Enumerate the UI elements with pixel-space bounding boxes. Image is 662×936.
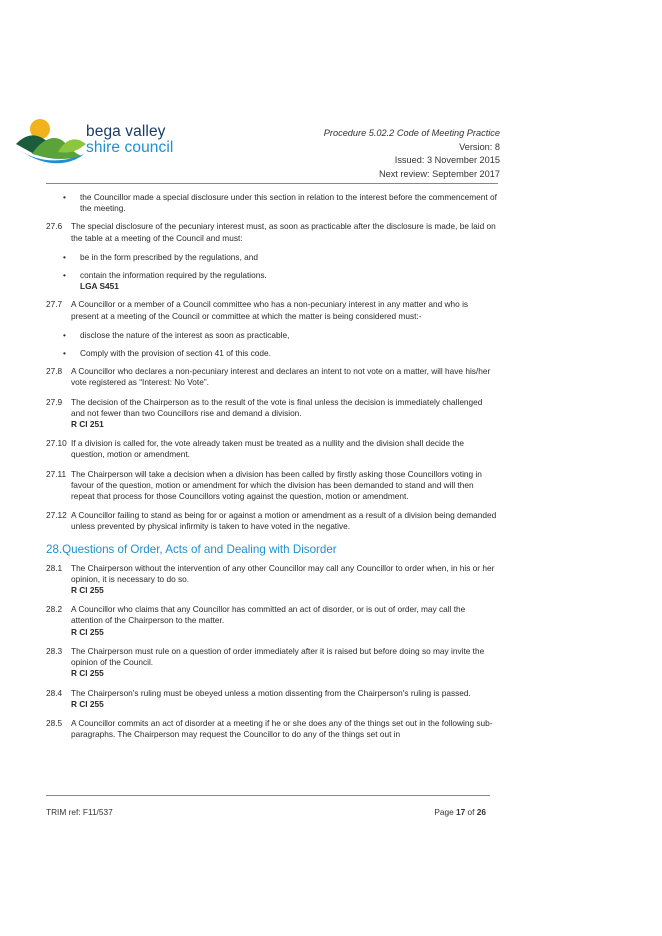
clause-number: 27.9 [46, 396, 63, 407]
clause-28-5 [46, 718, 498, 740]
trim-reference: TRIM ref: F11/537 [46, 807, 113, 817]
clause-text: A Councillor who declares a non-pecuniary interest and declares an intent to not vote on a matter, will have his/her vote registered as “Interest: No Vote”. [71, 366, 491, 388]
list-item [46, 330, 498, 341]
clause-27-6 [46, 221, 498, 243]
clause-reference: R Cl 255 [71, 585, 104, 596]
clause-text: A Councillor failing to stand as being for or against a motion or amendment as a result of a division being demanded unless prevented by physical infirmity is taken to have voted in the negative. [71, 510, 497, 532]
clause-reference: R Cl 255 [71, 698, 104, 709]
clause-27-10 [46, 438, 498, 460]
procedure-info [324, 127, 500, 181]
clause-number: 28.1 [46, 562, 63, 573]
clause-text: The special disclosure of the pecuniary interest must, as soon as practicable after the disclosure is made, be laid on the table at a meeting of the Council and must: [71, 221, 496, 243]
page-prefix: Page [434, 807, 456, 817]
header-divider [46, 183, 498, 184]
clause-27-7 [46, 299, 498, 321]
list-item [46, 252, 498, 263]
list-item [46, 270, 498, 292]
bullet-icon: • [63, 251, 66, 262]
clause-28-3 [46, 646, 498, 680]
page-of: of [465, 807, 477, 817]
page-total: 26 [476, 807, 486, 817]
procedure-issued: Issued: 3 November 2015 [394, 155, 500, 165]
clause-number: 27.7 [46, 299, 63, 310]
clause-27-8 [46, 366, 498, 388]
clause-text: A Councillor commits an act of disorder at a meeting if he or she does any of the things set out in the following sub-paragraphs. The Chairperson may request the Councillor to do any of the things set out in [71, 717, 493, 740]
bullet-icon: • [63, 192, 66, 202]
clause-27-12 [46, 510, 498, 532]
bullet-icon: • [63, 270, 66, 281]
document-body [46, 192, 498, 748]
logo-line2: shire council [86, 139, 174, 156]
clause-text: The Chairperson must rule on a question of order immediately after it is raised but before doing so may invite the opinion of the Council. [71, 645, 485, 668]
clause-text: A Councillor who claims that any Councillor has committed an act of disorder, or is out of order, may call the attention of the Chairperson to the matter. [71, 604, 466, 626]
procedure-version: Version: 8 [459, 141, 500, 152]
section-heading-28: 28.Questions of Order, Acts of and Dealing with Disorder [46, 542, 337, 556]
clause-28-2 [46, 604, 498, 638]
list-item-text: the Councillor made a special disclosure under this section in relation to the interest before the commencement of the meeting. [80, 192, 497, 214]
clause-text: If a division is called for, the vote already taken must be treated as a nullity and the division shall decide the question, motion or amendment. [71, 438, 464, 460]
clause-27-11 [46, 469, 498, 503]
clause-number: 27.10 [46, 438, 67, 449]
list-item-text: Comply with the provision of section 41 of this code. [80, 348, 271, 359]
clause-text: The Chairperson will take a decision when a division has been called by firstly asking those Councillors voting in favour of the question, motion or amendment for which the division has been demanded to stand and will then repeat that process for those Councillors voting against the question, motion or amendment. [71, 468, 482, 502]
clause-number: 27.11 [46, 468, 67, 479]
clause-text: A Councillor or a member of a Council committee who has a non-pecuniary interest in any matter and who is present at a meeting of the Council or committee at which the matter is being considered must:- [71, 299, 469, 321]
bullet-icon: • [63, 329, 66, 340]
procedure-next-review: Next review: September 2017 [378, 168, 500, 179]
clause-28-4 [46, 688, 498, 710]
clause-number: 27.12 [46, 510, 67, 521]
clause-28-1 [46, 563, 498, 597]
bullet-icon: • [63, 348, 66, 359]
page-number [434, 807, 486, 817]
list-item-text: disclose the nature of the interest as soon as practicable, [80, 329, 290, 340]
clause-reference: LGA S451 [80, 281, 119, 292]
clause-number: 28.3 [46, 645, 63, 656]
clause-text: The Chairperson's ruling must be obeyed unless a motion dissenting from the Chairperson's ruling is passed. [71, 687, 471, 698]
clause-reference: R Cl 251 [71, 419, 104, 430]
list-item-text: contain the information required by the regulations. [80, 270, 267, 281]
clause-reference: R Cl 255 [71, 668, 104, 679]
list-item [46, 348, 498, 359]
clause-reference: R Cl 255 [71, 626, 104, 637]
clause-number: 27.6 [46, 221, 63, 232]
clause-number: 28.4 [46, 687, 63, 698]
clause-number: 27.8 [46, 366, 63, 377]
list-item [46, 192, 498, 214]
procedure-title: Procedure 5.02.2 Code of Meeting Practice [323, 128, 500, 138]
clause-number: 28.5 [46, 717, 63, 728]
council-logo [14, 114, 214, 190]
footer-divider [46, 795, 490, 796]
page-current: 17 [456, 807, 466, 817]
clause-text: The Chairperson without the intervention of any other Councillor may call any Councillor to order when, in his or her opinion, it is necessary to do so. [71, 562, 495, 584]
clause-27-9 [46, 397, 498, 431]
logo-wordmark [86, 124, 173, 156]
list-item-text: be in the form prescribed by the regulations, and [80, 251, 259, 262]
clause-number: 28.2 [46, 604, 63, 615]
clause-text: The decision of the Chairperson as to the result of the vote is final unless the decision is immediately challenged and not fewer than two Councillors rise and demand a division. [71, 396, 483, 418]
logo-line1: bega valley [86, 123, 166, 140]
